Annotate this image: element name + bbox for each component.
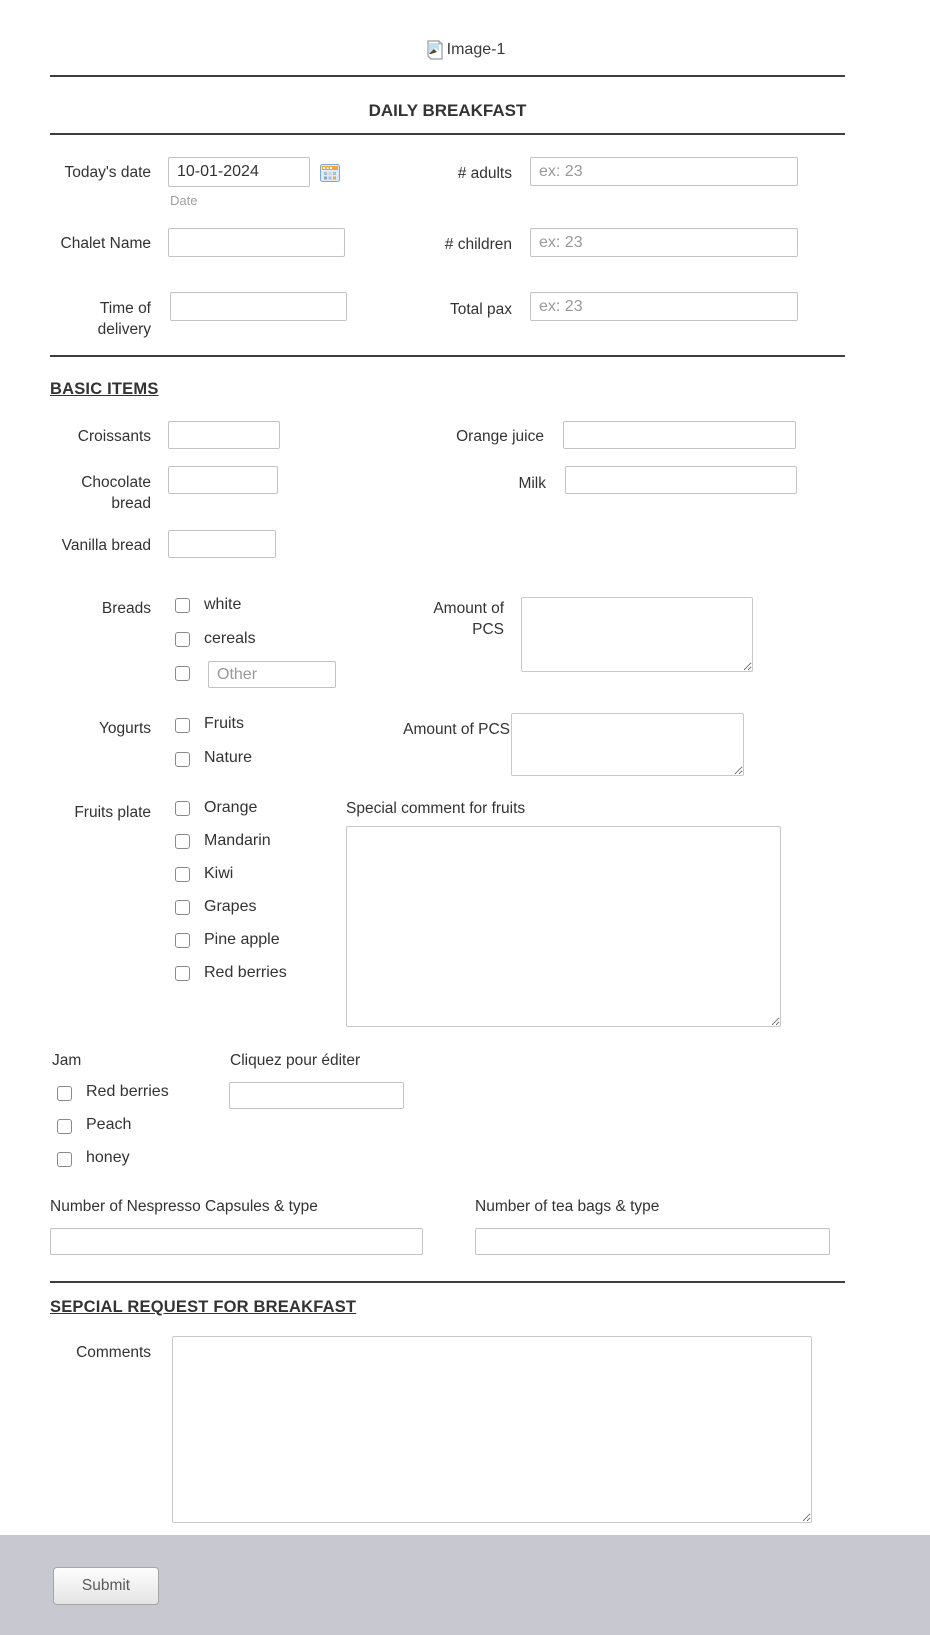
comments-textarea[interactable] [172,1336,812,1523]
fruits-plate-label: Fruits plate [74,804,151,821]
vanilla-bread-label: Vanilla bread [61,537,151,554]
croissants-label: Croissants [77,428,151,445]
breads-cereals-checkbox[interactable] [175,632,190,647]
orange-juice-input[interactable] [563,421,796,449]
yogurts-amount-label: Amount of PCS [403,721,510,738]
yogurts-nature-label: Nature [204,749,253,766]
jam-redberries-label: Red berries [86,1083,169,1100]
children-input[interactable] [530,228,798,257]
fruits-orange-checkbox[interactable] [175,801,190,816]
fruits-comment-label: Special comment for fruits [346,800,526,817]
yogurts-label: Yogurts [99,720,151,737]
time-of-delivery-input[interactable] [170,292,347,321]
jam-peach-checkbox[interactable] [57,1119,72,1134]
breads-other-input[interactable] [208,661,336,688]
fruits-redberries-label: Red berries [204,964,287,981]
fruits-redberries-checkbox[interactable] [175,966,190,981]
divider-under-title [50,133,845,135]
broken-image-alt-text: Image-1 [446,41,506,58]
total-pax-input[interactable] [530,292,798,321]
fruits-grapes-checkbox[interactable] [175,900,190,915]
orange-juice-label: Orange juice [456,428,544,445]
fruits-mandarin-checkbox[interactable] [175,834,190,849]
fruits-kiwi-label: Kiwi [204,865,234,882]
yogurts-fruits-checkbox[interactable] [175,718,190,733]
fruits-pineapple-label: Pine apple [204,931,280,948]
jam-peach-label: Peach [86,1116,132,1133]
croissants-input[interactable] [168,421,280,449]
breads-white-checkbox[interactable] [175,598,190,613]
jam-edit-hint: Cliquez pour éditer [230,1052,361,1069]
fruits-kiwi-checkbox[interactable] [175,867,190,882]
chocolate-bread-label: Chocolate bread [81,474,151,512]
tea-input[interactable] [475,1228,830,1255]
children-label: # children [444,236,512,253]
nespresso-label: Number of Nespresso Capsules & type [50,1198,318,1215]
missing-image-placeholder [0,40,930,60]
todays-date-input[interactable] [168,157,310,187]
jam-honey-label: honey [86,1149,130,1166]
breads-amount-label: Amount of PCS [433,600,504,638]
date-helper-text: Date [170,193,198,208]
total-pax-label: Total pax [449,301,512,318]
breads-white-label: white [204,596,242,613]
yogurts-amount-textarea[interactable] [511,713,744,776]
fruits-orange-label: Orange [204,799,258,816]
basic-items-heading: BASIC ITEMS [50,380,159,398]
chocolate-bread-input[interactable] [168,466,278,494]
fruits-mandarin-label: Mandarin [204,832,271,849]
fruits-comment-textarea[interactable] [346,826,781,1027]
todays-date-label: Today's date [64,164,151,181]
fruits-grapes-label: Grapes [204,898,257,915]
submit-button[interactable]: Submit [53,1567,159,1605]
jam-edit-input[interactable] [229,1082,404,1109]
breads-other-checkbox[interactable] [175,666,190,681]
broken-image-icon [425,40,445,60]
vanilla-bread-input[interactable] [168,530,276,558]
milk-label: Milk [518,475,546,492]
tea-label: Number of tea bags & type [475,1198,660,1215]
calendar-icon[interactable] [320,164,340,182]
adults-input[interactable] [530,157,798,186]
breads-cereals-label: cereals [204,630,256,647]
divider-special-request [50,1281,845,1283]
milk-input[interactable] [565,466,797,494]
yogurts-fruits-label: Fruits [204,715,244,732]
nespresso-input[interactable] [50,1228,423,1255]
jam-redberries-checkbox[interactable] [57,1086,72,1101]
adults-label: # adults [457,165,512,182]
comments-label: Comments [76,1344,151,1361]
breads-label: Breads [101,600,151,617]
divider-top [50,75,845,77]
form-title: DAILY BREAKFAST [368,101,527,120]
jam-honey-checkbox[interactable] [57,1152,72,1167]
yogurts-nature-checkbox[interactable] [175,752,190,767]
special-request-heading: SEPCIAL REQUEST FOR BREAKFAST [50,1298,357,1316]
jam-label: Jam [52,1052,82,1069]
divider-basic-items [50,355,845,357]
chalet-name-input[interactable] [168,228,345,257]
fruits-pineapple-checkbox[interactable] [175,933,190,948]
breads-amount-textarea[interactable] [521,597,753,672]
chalet-name-label: Chalet Name [60,235,151,252]
time-of-delivery-label: Time of delivery [97,300,151,338]
